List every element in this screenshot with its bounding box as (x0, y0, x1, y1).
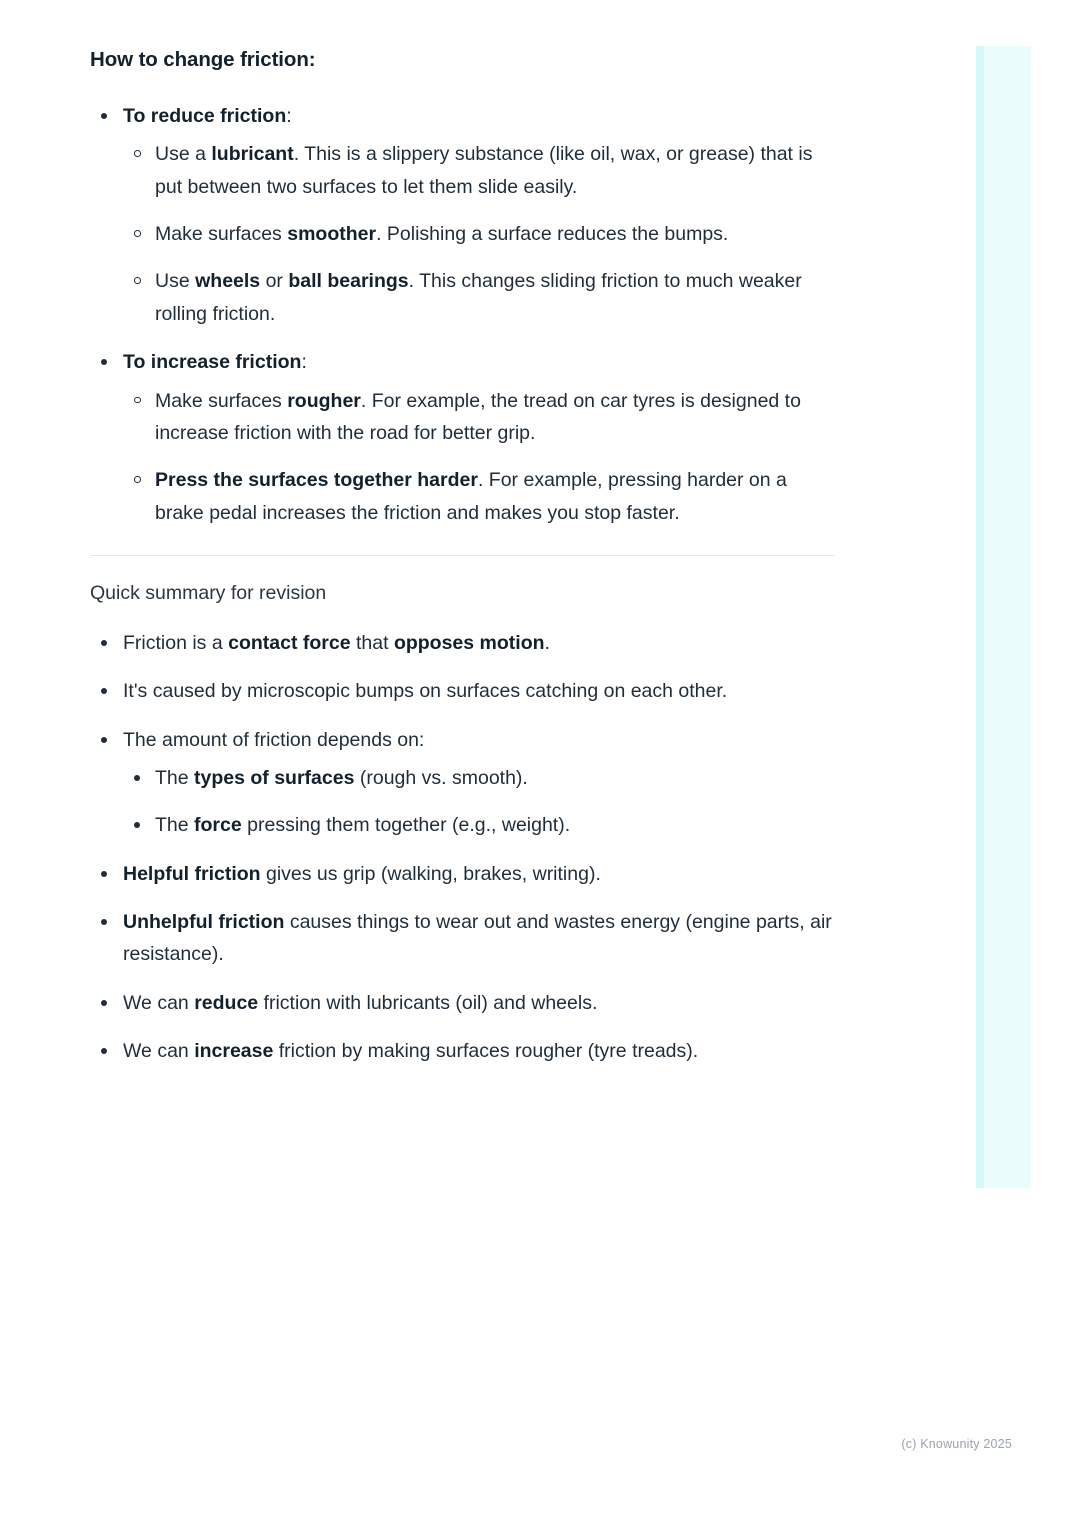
emphasis-text: contact force (228, 631, 351, 654)
body-text: . Polishing a surface reduces the bumps. (376, 223, 729, 246)
body-text: Make surfaces (155, 223, 288, 246)
body-text: . For example, the tread on car tyres is designed to increase friction with the road for better grip. (155, 389, 801, 444)
summary-heading: Quick summary for revision (90, 581, 327, 604)
list-item (123, 138, 835, 203)
body-text: The amount of friction depends on: (123, 728, 425, 751)
emphasis-text: lubricant (211, 143, 294, 166)
page-title: How to change friction: (90, 48, 316, 71)
list-item (90, 858, 835, 890)
body-text: Friction is a (123, 631, 229, 654)
body-text: We can (123, 1040, 195, 1063)
list-item (123, 464, 835, 529)
emphasis-text: smoother (287, 223, 377, 246)
body-text: . For example, pressing harder on a brake pedal increases the friction and makes you stop faster. (155, 469, 787, 524)
list-item (90, 1035, 835, 1067)
emphasis-text: opposes motion (393, 631, 545, 654)
body-text: friction by making surfaces rougher (tyre treads). (273, 1040, 699, 1063)
increase-friction-sublist (123, 385, 835, 529)
copyright-notice: (c) Knowunity 2025 (901, 1437, 1012, 1451)
accent-bar-inner (976, 46, 984, 1188)
body-text: friction with lubricants (oil) and wheels. (258, 991, 598, 1014)
emphasis-text: rougher (287, 389, 361, 412)
section-heading-reduce: To reduce friction: (123, 105, 292, 127)
emphasis-text: reduce (194, 991, 259, 1014)
emphasis-text: Unhelpful friction (123, 911, 285, 934)
list-item (123, 385, 835, 450)
list-item (123, 809, 835, 841)
body-text: pressing them together (e.g., weight). (241, 814, 571, 837)
reduce-friction-sublist (123, 138, 835, 330)
summary-list (90, 627, 835, 1068)
emphasis-text: increase (194, 1040, 274, 1063)
body-text: We can (123, 991, 195, 1014)
document-content (90, 48, 835, 1084)
body-text: It's caused by microscopic bumps on surfaces catching on each other. (123, 680, 728, 703)
list-item (90, 675, 835, 707)
body-text: . This is a slippery substance (like oil, wax, or grease) that is put between two surfaces to let them slide easily. (155, 143, 813, 198)
body-text: . (544, 631, 550, 654)
body-text: . This changes sliding friction to much weaker rolling friction. (155, 270, 802, 325)
body-text: or (260, 270, 289, 293)
body-text: gives us grip (walking, brakes, writing). (260, 862, 601, 885)
emphasis-text: force (194, 814, 242, 837)
emphasis-text: wheels (195, 270, 261, 293)
emphasis-text: Helpful friction (123, 862, 261, 885)
emphasis-text: types of surfaces (194, 767, 355, 790)
body-text: The (155, 814, 195, 837)
list-item (90, 724, 835, 842)
list-item (123, 762, 835, 794)
body-text: that (350, 631, 394, 654)
list-item (123, 218, 835, 250)
list-item (90, 906, 835, 971)
section-divider (90, 555, 835, 556)
body-text: Use a (155, 143, 212, 166)
list-item (90, 987, 835, 1019)
section-heading-increase: To increase friction: (123, 351, 307, 374)
body-text: (rough vs. smooth). (354, 767, 528, 790)
body-text: Make surfaces (155, 389, 288, 412)
body-text: causes things to wear out and wastes energy (engine parts, air resistance). (123, 911, 832, 966)
body-text: The (155, 767, 195, 790)
list-item (123, 265, 835, 330)
list-item (90, 346, 835, 529)
depends-on-sublist (123, 762, 835, 842)
emphasis-text: Press the surfaces together harder (155, 469, 478, 492)
emphasis-text: ball bearings (288, 270, 409, 293)
change-friction-list (90, 100, 835, 529)
body-text: Use (155, 270, 196, 293)
list-item (90, 100, 835, 330)
list-item (90, 627, 835, 659)
accent-bar-outer (984, 46, 1031, 1188)
